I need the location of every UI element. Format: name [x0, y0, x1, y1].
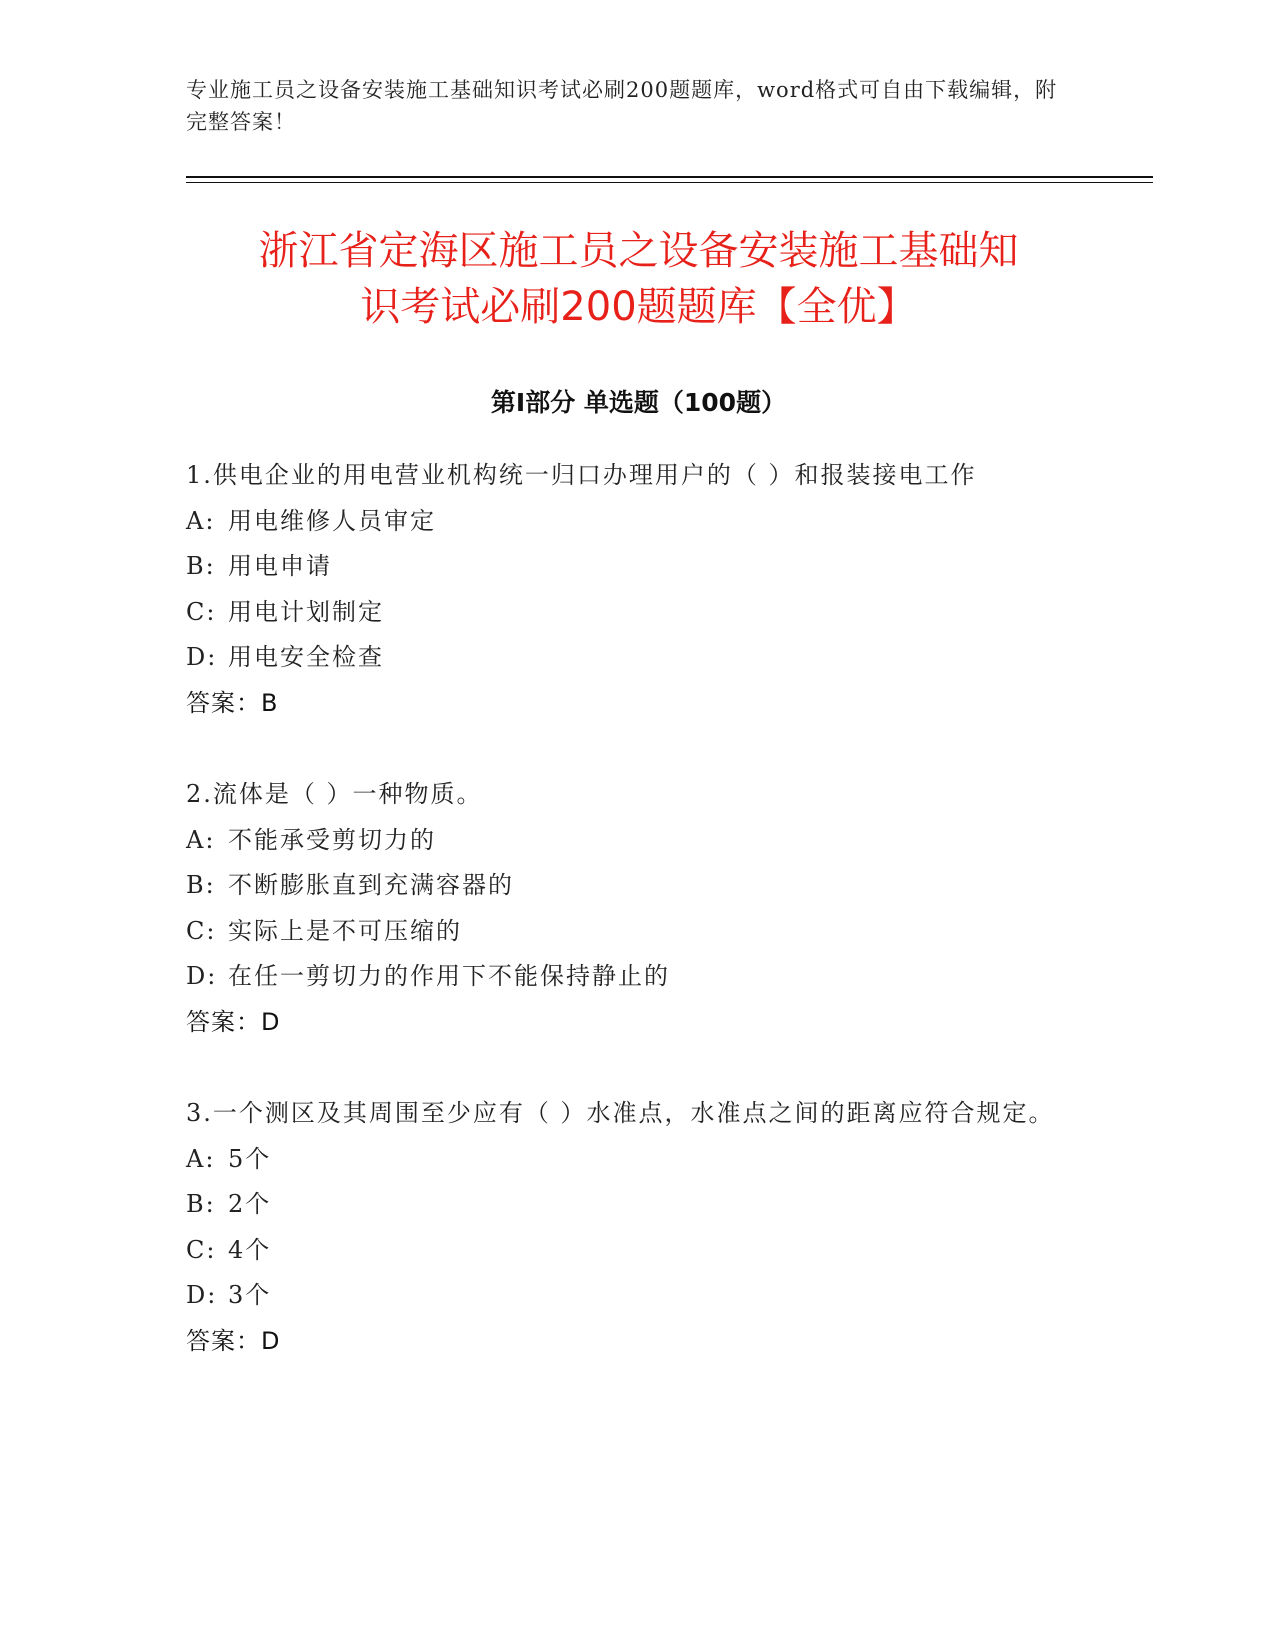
document-title-line1: 浙江省定海区施工员之设备安装施工基础知: [258, 228, 1019, 274]
option-text: 4个: [228, 1235, 272, 1264]
option-text: 不断膨胀直到充满容器的: [228, 871, 514, 899]
question-2: [186, 772, 1066, 1045]
question-stem: 2.流体是（ ）一种物质。: [186, 780, 483, 808]
option-d: [186, 1273, 1066, 1319]
option-text: 实际上是不可压缩的: [228, 916, 462, 945]
option-text: 3个: [228, 1281, 272, 1309]
question-stem: 3.一个测区及其周围至少应有（ ）水准点，水准点之间的距离应符合规定。: [186, 1099, 1055, 1127]
option-key: C:: [186, 916, 217, 945]
header-divider-thin: [186, 182, 1153, 183]
question-stem: 1.供电企业的用电营业机构统一归口办理用户的（ ）和报装接电工作: [186, 461, 977, 489]
option-d: [186, 635, 1066, 681]
option-text: 不能承受剪切力的: [228, 825, 436, 854]
header-divider-thick: [186, 176, 1153, 178]
question-1: [186, 453, 1066, 726]
answer: 答案：D: [186, 1007, 281, 1036]
option-b: [186, 544, 1066, 590]
document-title-line2: 识考试必刷200题题库【全优】: [360, 284, 917, 330]
option-d: [186, 954, 1066, 1000]
option-c: [186, 909, 1066, 955]
answer: 答案：D: [186, 1326, 281, 1355]
option-b: [186, 863, 1066, 909]
header-note: 专业施工员之设备安装施工基础知识考试必刷200题题库，word格式可自由下载编辑，附完整答案！: [186, 78, 1058, 134]
option-text: 用电安全检查: [228, 643, 384, 671]
option-key: D:: [186, 643, 218, 671]
option-a: [186, 818, 1066, 864]
option-key: B:: [186, 552, 216, 580]
answer: 答案：B: [186, 688, 279, 717]
option-text: 5个: [228, 1144, 272, 1173]
section-heading: 第I部分 单选题（100题）: [490, 388, 787, 417]
option-key: A:: [186, 825, 216, 854]
option-key: A:: [186, 1144, 216, 1173]
option-key: B:: [186, 1190, 216, 1218]
option-text: 在任一剪切力的作用下不能保持静止的: [228, 962, 670, 990]
question-3: [186, 1091, 1066, 1364]
option-c: [186, 590, 1066, 636]
option-text: 用电申请: [228, 552, 332, 580]
option-text: 用电计划制定: [228, 597, 384, 626]
option-key: A:: [186, 506, 216, 535]
option-key: B:: [186, 871, 216, 899]
option-text: 用电维修人员审定: [228, 506, 436, 535]
option-key: C:: [186, 597, 217, 626]
option-key: D:: [186, 962, 218, 990]
option-a: [186, 499, 1066, 545]
option-c: [186, 1228, 1066, 1274]
option-b: [186, 1182, 1066, 1228]
option-key: C:: [186, 1235, 217, 1264]
option-a: [186, 1137, 1066, 1183]
option-text: 2个: [228, 1190, 272, 1218]
document-title: [186, 223, 1091, 335]
option-key: D:: [186, 1281, 218, 1309]
